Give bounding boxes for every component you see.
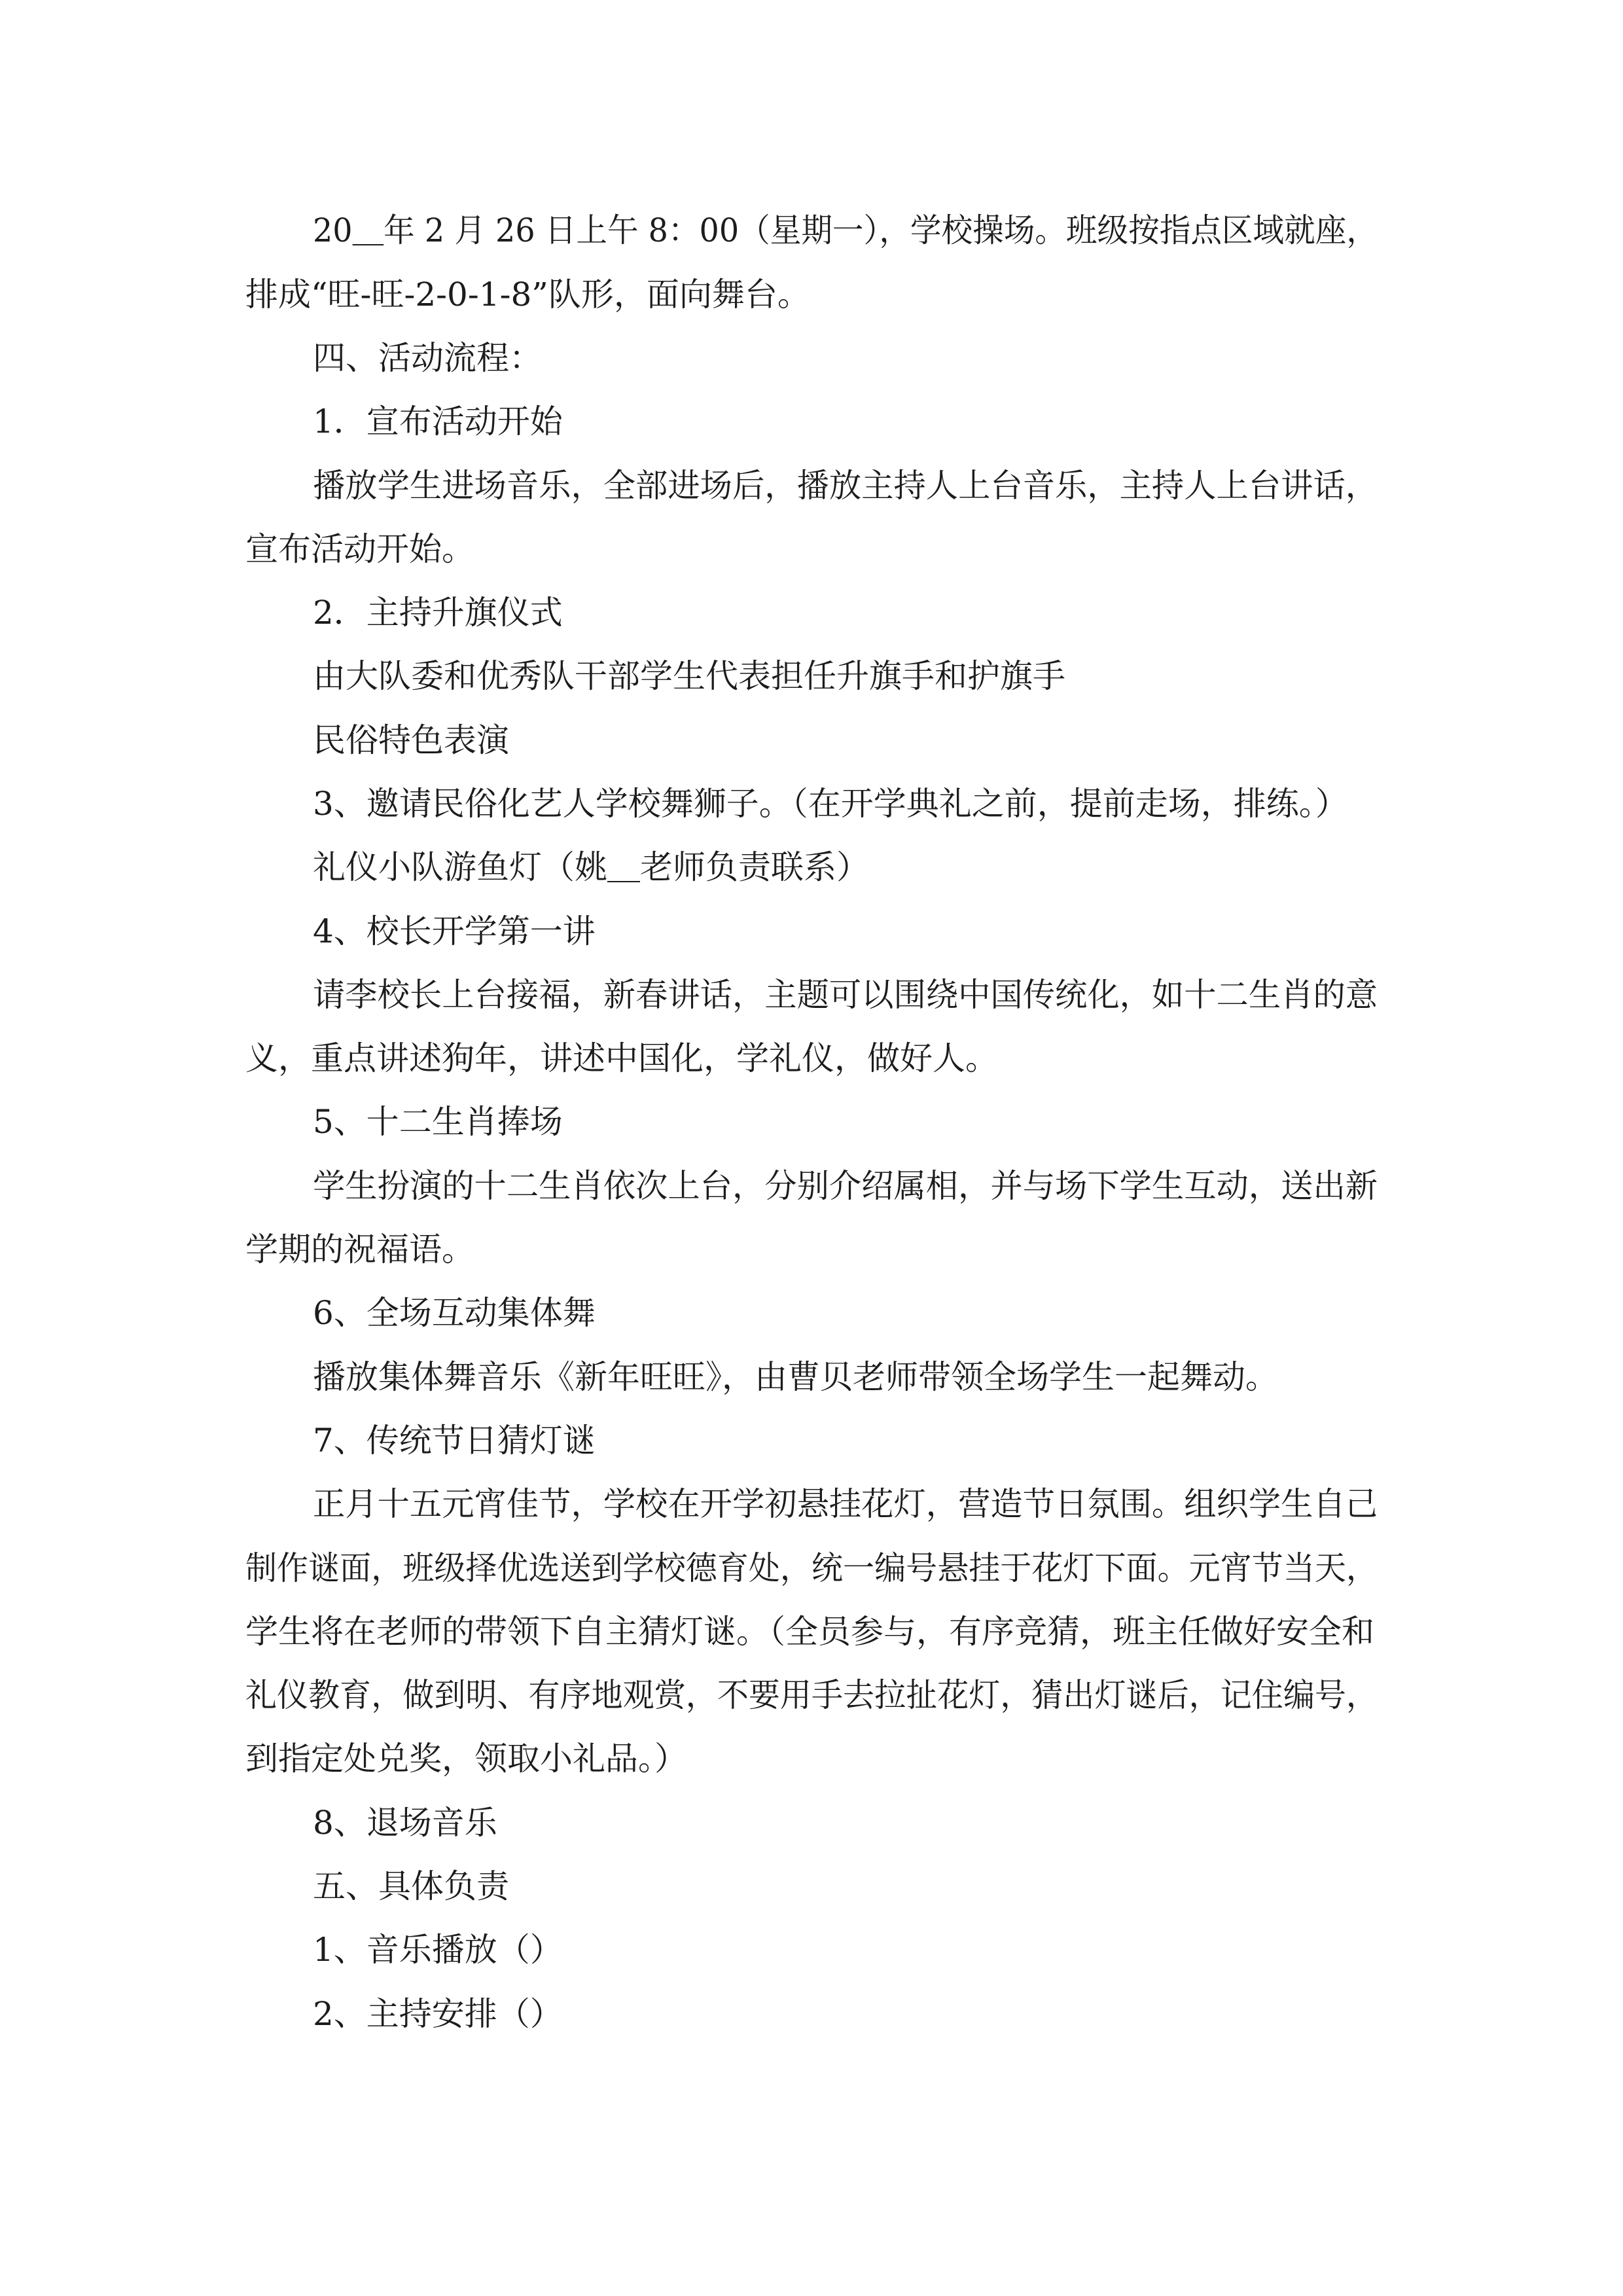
paragraph-line: 到指定处兑奖，领取小礼品。） [245, 1740, 687, 1778]
step-heading: 2、主持安排（） [313, 1995, 563, 2033]
step-heading: 5、十二生肖捧场 [313, 1103, 563, 1141]
paragraph-line: 义，重点讲述狗年，讲述中国化，学礼仪，做好人。 [245, 1039, 998, 1077]
paragraph-line: 制作谜面，班级择优选送到学校德育处，统一编号悬挂于花灯下面。元宵节当天， [245, 1549, 1378, 1587]
paragraph-line: 学生扮演的十二生肖依次上台，分别介绍属相，并与场下学生互动，送出新 [313, 1167, 1378, 1205]
step-heading: 3、邀请民俗化艺人学校舞狮子。（在开学典礼之前，提前走场，排练。） [313, 785, 1348, 823]
paragraph-line: 由大队委和优秀队干部学生代表担任升旗手和护旗手 [313, 657, 1065, 695]
section-heading: 四、活动流程： [313, 339, 542, 377]
paragraph-line: 排成“旺-旺-2-0-1-8”队形，面向舞台。 [245, 276, 810, 314]
step-heading: 4、校长开学第一讲 [313, 912, 596, 950]
paragraph-line: 20＿年 2 月 26 日上午 8：00（星期一），学校操场。班级按指点区域就座， [313, 211, 1378, 249]
paragraph-line: 学期的祝福语。 [245, 1230, 474, 1268]
step-heading: 7、传统节日猜灯谜 [313, 1422, 596, 1460]
step-heading: 1．宣布活动开始 [313, 403, 563, 440]
step-heading: 8、退场音乐 [313, 1804, 497, 1842]
paragraph-line: 宣布活动开始。 [245, 530, 474, 568]
step-heading: 1、音乐播放（） [313, 1931, 563, 1969]
paragraph-line: 播放学生进场音乐，全部进场后，播放主持人上台音乐，主持人上台讲话， [313, 467, 1378, 505]
paragraph-line: 礼仪小队游鱼灯（姚＿老师负责联系） [313, 848, 869, 886]
paragraph-line: 正月十五元宵佳节，学校在开学初悬挂花灯，营造节日氛围。组织学生自己 [313, 1485, 1378, 1523]
paragraph-line: 播放集体舞音乐《新年旺旺》，由曹贝老师带领全场学生一起舞动。 [313, 1358, 1278, 1396]
paragraph-line: 学生将在老师的带领下自主猜灯谜。（全员参与，有序竞猜，班主任做好安全和 [245, 1613, 1374, 1651]
paragraph-line: 民俗特色表演 [313, 721, 509, 759]
step-heading: 2．主持升旗仪式 [313, 594, 563, 632]
paragraph-line: 礼仪教育，做到明、有序地观赏，不要用手去拉扯花灯，猜出灯谜后，记住编号， [245, 1676, 1378, 1714]
section-heading: 五、具体负责 [313, 1867, 509, 1905]
step-heading: 6、全场互动集体舞 [313, 1294, 596, 1332]
paragraph-line: 请李校长上台接福，新春讲话，主题可以围绕中国传统化，如十二生肖的意 [313, 976, 1378, 1014]
